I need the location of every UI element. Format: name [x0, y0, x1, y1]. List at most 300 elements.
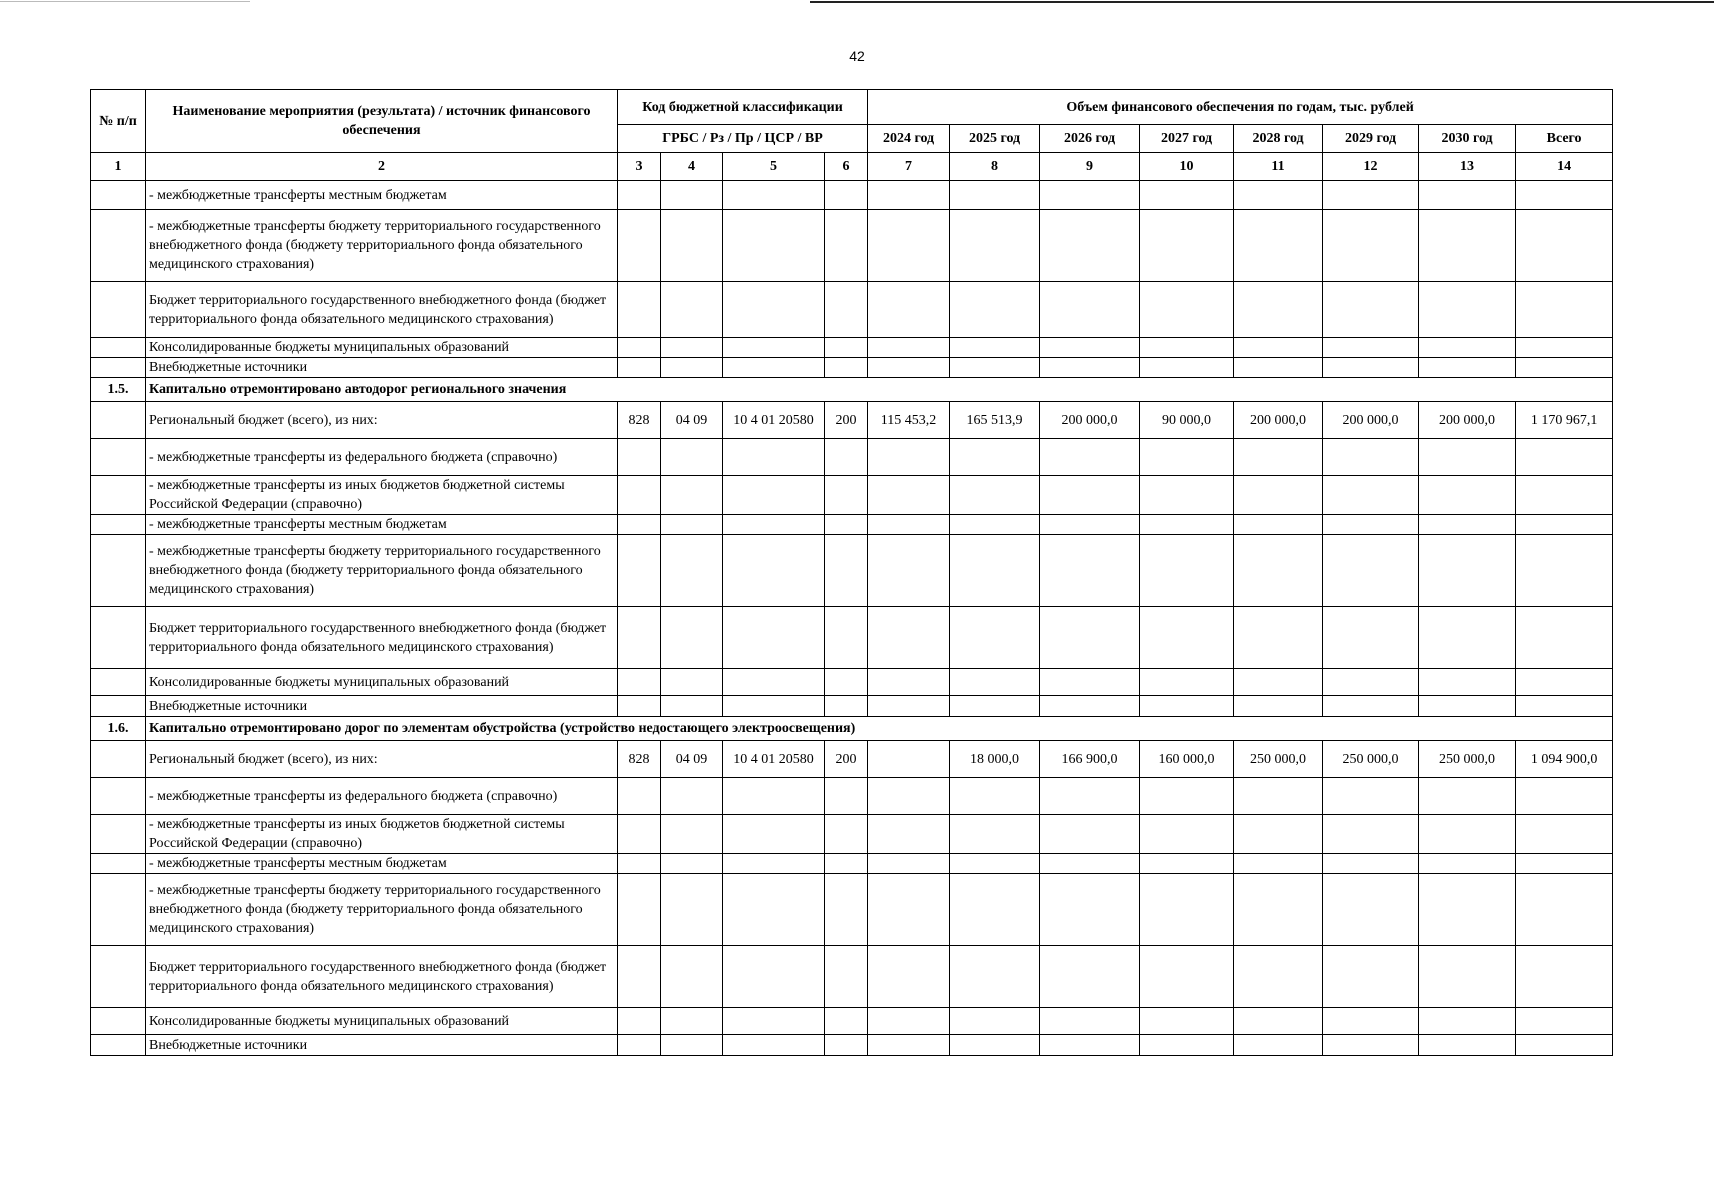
empty-cell [1419, 181, 1516, 210]
empty-cell [950, 669, 1040, 696]
empty-cell [661, 535, 723, 607]
empty-cell [1040, 874, 1140, 946]
empty-cell [618, 358, 661, 378]
empty-cell [1323, 778, 1419, 815]
funding-value: 115 453,2 [868, 402, 950, 439]
funding-value: 250 000,0 [1234, 741, 1323, 778]
empty-cell [950, 476, 1040, 515]
row-number-cell [91, 210, 146, 282]
empty-cell [825, 815, 868, 854]
row-number-cell [91, 515, 146, 535]
empty-cell [1040, 696, 1140, 717]
column-numbers-row [91, 153, 1613, 181]
empty-cell [1234, 338, 1323, 358]
empty-cell [950, 946, 1040, 1008]
row-label: Внебюджетные источники [146, 358, 618, 378]
empty-cell [950, 535, 1040, 607]
column-number: 14 [1516, 153, 1613, 181]
empty-cell [950, 778, 1040, 815]
empty-cell [1419, 669, 1516, 696]
empty-cell [1040, 1035, 1140, 1056]
regional-budget-row [91, 402, 1613, 439]
empty-cell [1234, 181, 1323, 210]
section-title: Капитально отремонтировано автодорог регионального значения [146, 378, 1613, 402]
row-label: - межбюджетные трансферты бюджету территориального государственного внебюджетного фонда (бюджету территориального фонда обязательного медицинского страхования) [146, 210, 618, 282]
empty-cell [1323, 181, 1419, 210]
row-label: Внебюджетные источники [146, 696, 618, 717]
vr-code: 200 [825, 741, 868, 778]
empty-cell [868, 1008, 950, 1035]
empty-cell [1419, 815, 1516, 854]
empty-cell [1419, 778, 1516, 815]
empty-cell [1323, 607, 1419, 669]
empty-cell [1516, 607, 1613, 669]
empty-cell [868, 854, 950, 874]
row-number-cell [91, 402, 146, 439]
empty-cell [661, 669, 723, 696]
section-header-row [91, 378, 1613, 402]
empty-cell [825, 181, 868, 210]
empty-cell [1516, 181, 1613, 210]
empty-cell [1234, 210, 1323, 282]
empty-cell [1419, 607, 1516, 669]
row-label: Бюджет территориального государственного внебюджетного фонда (бюджет территориального фонда обязательного медицинского страхования) [146, 946, 618, 1008]
empty-cell [618, 778, 661, 815]
column-number: 4 [661, 153, 723, 181]
empty-cell [618, 669, 661, 696]
empty-cell [1040, 669, 1140, 696]
row-number-cell [91, 358, 146, 378]
empty-cell [825, 439, 868, 476]
empty-cell [1516, 1008, 1613, 1035]
empty-cell [1140, 1035, 1234, 1056]
empty-cell [1140, 815, 1234, 854]
empty-cell [825, 1008, 868, 1035]
empty-cell [868, 535, 950, 607]
table-row [91, 358, 1613, 378]
row-label: - межбюджетные трансферты местным бюджетам [146, 181, 618, 210]
empty-cell [723, 874, 825, 946]
empty-cell [1234, 874, 1323, 946]
header-year: 2027 год [1140, 125, 1234, 153]
empty-cell [723, 535, 825, 607]
table-row [91, 778, 1613, 815]
header-year: 2028 год [1234, 125, 1323, 153]
empty-cell [1419, 476, 1516, 515]
empty-cell [1323, 946, 1419, 1008]
empty-cell [723, 696, 825, 717]
empty-cell [825, 1035, 868, 1056]
row-label: - межбюджетные трансферты бюджету территориального государственного внебюджетного фонда (бюджету территориального фонда обязательного медицинского страхования) [146, 874, 618, 946]
empty-cell [723, 358, 825, 378]
table-row [91, 1035, 1613, 1056]
empty-cell [1323, 1035, 1419, 1056]
empty-cell [825, 535, 868, 607]
empty-cell [1323, 696, 1419, 717]
empty-cell [1516, 778, 1613, 815]
row-number-cell [91, 874, 146, 946]
empty-cell [1516, 669, 1613, 696]
empty-cell [661, 607, 723, 669]
funding-value: 90 000,0 [1140, 402, 1234, 439]
empty-cell [1140, 181, 1234, 210]
empty-cell [825, 476, 868, 515]
empty-cell [950, 210, 1040, 282]
row-number-cell [91, 282, 146, 338]
empty-cell [825, 696, 868, 717]
empty-cell [950, 181, 1040, 210]
empty-cell [950, 1008, 1040, 1035]
empty-cell [1323, 1008, 1419, 1035]
empty-cell [723, 1008, 825, 1035]
empty-cell [1419, 874, 1516, 946]
empty-cell [1140, 358, 1234, 378]
empty-cell [1419, 1008, 1516, 1035]
empty-cell [1234, 358, 1323, 378]
empty-cell [1234, 439, 1323, 476]
row-number-cell [91, 778, 146, 815]
empty-cell [868, 607, 950, 669]
funding-value: 200 000,0 [1040, 402, 1140, 439]
empty-cell [661, 358, 723, 378]
empty-cell [1323, 874, 1419, 946]
row-number-cell [91, 439, 146, 476]
empty-cell [723, 210, 825, 282]
empty-cell [868, 181, 950, 210]
empty-cell [1323, 282, 1419, 338]
empty-cell [868, 1035, 950, 1056]
empty-cell [950, 358, 1040, 378]
empty-cell [1419, 854, 1516, 874]
empty-cell [618, 282, 661, 338]
empty-cell [618, 515, 661, 535]
table-row [91, 515, 1613, 535]
column-number: 9 [1040, 153, 1140, 181]
empty-cell [950, 515, 1040, 535]
row-label: Региональный бюджет (всего), из них: [146, 402, 618, 439]
empty-cell [1234, 815, 1323, 854]
funding-value: 160 000,0 [1140, 741, 1234, 778]
empty-cell [950, 338, 1040, 358]
vr-code: 200 [825, 402, 868, 439]
header-col-num: № п/п [91, 90, 146, 153]
empty-cell [661, 439, 723, 476]
table-row [91, 535, 1613, 607]
empty-cell [618, 696, 661, 717]
empty-cell [1040, 1008, 1140, 1035]
empty-cell [825, 607, 868, 669]
empty-cell [1040, 535, 1140, 607]
header-row-main [91, 90, 1613, 125]
empty-cell [1140, 696, 1234, 717]
row-label: Внебюджетные источники [146, 1035, 618, 1056]
empty-cell [1040, 338, 1140, 358]
funding-value: 18 000,0 [950, 741, 1040, 778]
empty-cell [825, 778, 868, 815]
row-number-cell [91, 696, 146, 717]
empty-cell [1140, 669, 1234, 696]
empty-cell [1419, 535, 1516, 607]
empty-cell [950, 607, 1040, 669]
empty-cell [1234, 778, 1323, 815]
empty-cell [825, 338, 868, 358]
empty-cell [723, 778, 825, 815]
empty-cell [1516, 696, 1613, 717]
empty-cell [723, 815, 825, 854]
empty-cell [618, 946, 661, 1008]
empty-cell [1040, 815, 1140, 854]
empty-cell [1419, 358, 1516, 378]
scan-top-edge-line [810, 1, 1714, 3]
empty-cell [868, 778, 950, 815]
empty-cell [868, 874, 950, 946]
empty-cell [1419, 515, 1516, 535]
empty-cell [1419, 696, 1516, 717]
table-row [91, 476, 1613, 515]
empty-cell [723, 669, 825, 696]
empty-cell [723, 181, 825, 210]
column-number: 13 [1419, 153, 1516, 181]
empty-cell [1516, 210, 1613, 282]
empty-cell [723, 946, 825, 1008]
financing-table [90, 89, 1613, 1056]
empty-cell [950, 874, 1040, 946]
header-col-code-sub: ГРБС / Рз / Пр / ЦСР / ВР [618, 125, 868, 153]
empty-cell [1234, 607, 1323, 669]
grbs-code: 828 [618, 402, 661, 439]
column-number: 10 [1140, 153, 1234, 181]
funding-value: 200 000,0 [1419, 402, 1516, 439]
empty-cell [1419, 439, 1516, 476]
empty-cell [1516, 1035, 1613, 1056]
empty-cell [1516, 338, 1613, 358]
empty-cell [1234, 946, 1323, 1008]
empty-cell [868, 515, 950, 535]
funding-value: 165 513,9 [950, 402, 1040, 439]
row-label: Консолидированные бюджеты муниципальных образований [146, 338, 618, 358]
row-label: Бюджет территориального государственного внебюджетного фонда (бюджет территориального фонда обязательного медицинского страхования) [146, 282, 618, 338]
table-row [91, 607, 1613, 669]
empty-cell [1323, 439, 1419, 476]
row-number-cell [91, 946, 146, 1008]
header-col-code: Код бюджетной классификации [618, 90, 868, 125]
empty-cell [868, 439, 950, 476]
empty-cell [723, 338, 825, 358]
empty-cell [1040, 854, 1140, 874]
empty-cell [661, 946, 723, 1008]
empty-cell [1040, 515, 1140, 535]
row-number-cell [91, 1035, 146, 1056]
rz-pr-code: 04 09 [661, 402, 723, 439]
header-year: 2029 год [1323, 125, 1419, 153]
empty-cell [1234, 669, 1323, 696]
empty-cell [1140, 946, 1234, 1008]
empty-cell [950, 854, 1040, 874]
table-row [91, 282, 1613, 338]
section-header-row [91, 717, 1613, 741]
row-label: - межбюджетные трансферты местным бюджетам [146, 854, 618, 874]
table-row [91, 1008, 1613, 1035]
empty-cell [950, 696, 1040, 717]
header-year: 2025 год [950, 125, 1040, 153]
empty-cell [825, 874, 868, 946]
empty-cell [1419, 210, 1516, 282]
row-number-cell [91, 741, 146, 778]
funding-value: 250 000,0 [1419, 741, 1516, 778]
empty-cell [1323, 338, 1419, 358]
empty-cell [1140, 854, 1234, 874]
empty-cell [1234, 282, 1323, 338]
empty-cell [1516, 815, 1613, 854]
empty-cell [661, 874, 723, 946]
empty-cell [868, 815, 950, 854]
empty-cell [868, 358, 950, 378]
funding-value [868, 741, 950, 778]
row-number-cell [91, 607, 146, 669]
row-number-cell [91, 1008, 146, 1035]
empty-cell [950, 1035, 1040, 1056]
empty-cell [1516, 282, 1613, 338]
empty-cell [1234, 515, 1323, 535]
column-number: 12 [1323, 153, 1419, 181]
empty-cell [618, 535, 661, 607]
empty-cell [1140, 282, 1234, 338]
page-number: 42 [849, 48, 865, 64]
empty-cell [1040, 210, 1140, 282]
empty-cell [1323, 854, 1419, 874]
empty-cell [1323, 476, 1419, 515]
empty-cell [868, 338, 950, 358]
csr-code: 10 4 01 20580 [723, 402, 825, 439]
empty-cell [868, 946, 950, 1008]
empty-cell [1234, 1035, 1323, 1056]
empty-cell [661, 1008, 723, 1035]
empty-cell [618, 607, 661, 669]
empty-cell [1234, 476, 1323, 515]
row-number-cell [91, 815, 146, 854]
column-number: 8 [950, 153, 1040, 181]
section-number: 1.5. [91, 378, 146, 402]
row-label: - межбюджетные трансферты бюджету территориального государственного внебюджетного фонда (бюджету территориального фонда обязательного медицинского страхования) [146, 535, 618, 607]
empty-cell [618, 854, 661, 874]
empty-cell [661, 181, 723, 210]
empty-cell [661, 282, 723, 338]
empty-cell [1140, 439, 1234, 476]
table-row [91, 854, 1613, 874]
header-col-name: Наименование мероприятия (результата) / источник финансового обеспечения [146, 90, 618, 153]
column-number: 6 [825, 153, 868, 181]
empty-cell [1140, 515, 1234, 535]
empty-cell [1234, 535, 1323, 607]
funding-value: 1 170 967,1 [1516, 402, 1613, 439]
scan-top-edge-line-left [0, 1, 250, 2]
empty-cell [868, 476, 950, 515]
empty-cell [618, 439, 661, 476]
empty-cell [1323, 515, 1419, 535]
empty-cell [1516, 874, 1613, 946]
empty-cell [661, 210, 723, 282]
empty-cell [661, 815, 723, 854]
funding-value: 250 000,0 [1323, 741, 1419, 778]
empty-cell [661, 476, 723, 515]
empty-cell [825, 946, 868, 1008]
empty-cell [825, 515, 868, 535]
empty-cell [1040, 181, 1140, 210]
empty-cell [1140, 778, 1234, 815]
empty-cell [1234, 1008, 1323, 1035]
table-row [91, 696, 1613, 717]
row-label: - межбюджетные трансферты из федерального бюджета (справочно) [146, 778, 618, 815]
empty-cell [1419, 1035, 1516, 1056]
section-title: Капитально отремонтировано дорог по элементам обустройства (устройство недостающего электроосвещения) [146, 717, 1613, 741]
table-row [91, 439, 1613, 476]
empty-cell [618, 210, 661, 282]
empty-cell [868, 282, 950, 338]
table-row [91, 338, 1613, 358]
empty-cell [1419, 338, 1516, 358]
empty-cell [618, 181, 661, 210]
row-label: Бюджет территориального государственного внебюджетного фонда (бюджет территориального фонда обязательного медицинского страхования) [146, 607, 618, 669]
empty-cell [1040, 607, 1140, 669]
empty-cell [661, 854, 723, 874]
empty-cell [1040, 358, 1140, 378]
empty-cell [618, 1008, 661, 1035]
empty-cell [723, 439, 825, 476]
empty-cell [1140, 607, 1234, 669]
funding-value: 166 900,0 [1040, 741, 1140, 778]
empty-cell [1419, 946, 1516, 1008]
empty-cell [1516, 476, 1613, 515]
empty-cell [723, 515, 825, 535]
row-label: - межбюджетные трансферты местным бюджетам [146, 515, 618, 535]
row-label: Консолидированные бюджеты муниципальных образований [146, 669, 618, 696]
empty-cell [1516, 358, 1613, 378]
empty-cell [1516, 439, 1613, 476]
empty-cell [1140, 338, 1234, 358]
row-label: Региональный бюджет (всего), из них: [146, 741, 618, 778]
empty-cell [950, 439, 1040, 476]
empty-cell [1323, 815, 1419, 854]
empty-cell [1040, 476, 1140, 515]
empty-cell [950, 815, 1040, 854]
row-number-cell [91, 854, 146, 874]
empty-cell [1140, 476, 1234, 515]
empty-cell [1040, 778, 1140, 815]
empty-cell [1040, 282, 1140, 338]
column-number: 1 [91, 153, 146, 181]
empty-cell [825, 358, 868, 378]
header-total: Всего [1516, 125, 1613, 153]
row-label: - межбюджетные трансферты из иных бюджетов бюджетной системы Российской Федерации (справочно) [146, 476, 618, 515]
table-row [91, 946, 1613, 1008]
empty-cell [1140, 535, 1234, 607]
empty-cell [618, 874, 661, 946]
empty-cell [723, 607, 825, 669]
rz-pr-code: 04 09 [661, 741, 723, 778]
column-number: 3 [618, 153, 661, 181]
empty-cell [1140, 210, 1234, 282]
header-col-volume: Объем финансового обеспечения по годам, тыс. рублей [868, 90, 1613, 125]
row-label: Консолидированные бюджеты муниципальных образований [146, 1008, 618, 1035]
empty-cell [825, 210, 868, 282]
empty-cell [825, 282, 868, 338]
table-row [91, 210, 1613, 282]
empty-cell [1040, 439, 1140, 476]
empty-cell [618, 1035, 661, 1056]
empty-cell [1140, 1008, 1234, 1035]
empty-cell [868, 210, 950, 282]
header-year: 2026 год [1040, 125, 1140, 153]
